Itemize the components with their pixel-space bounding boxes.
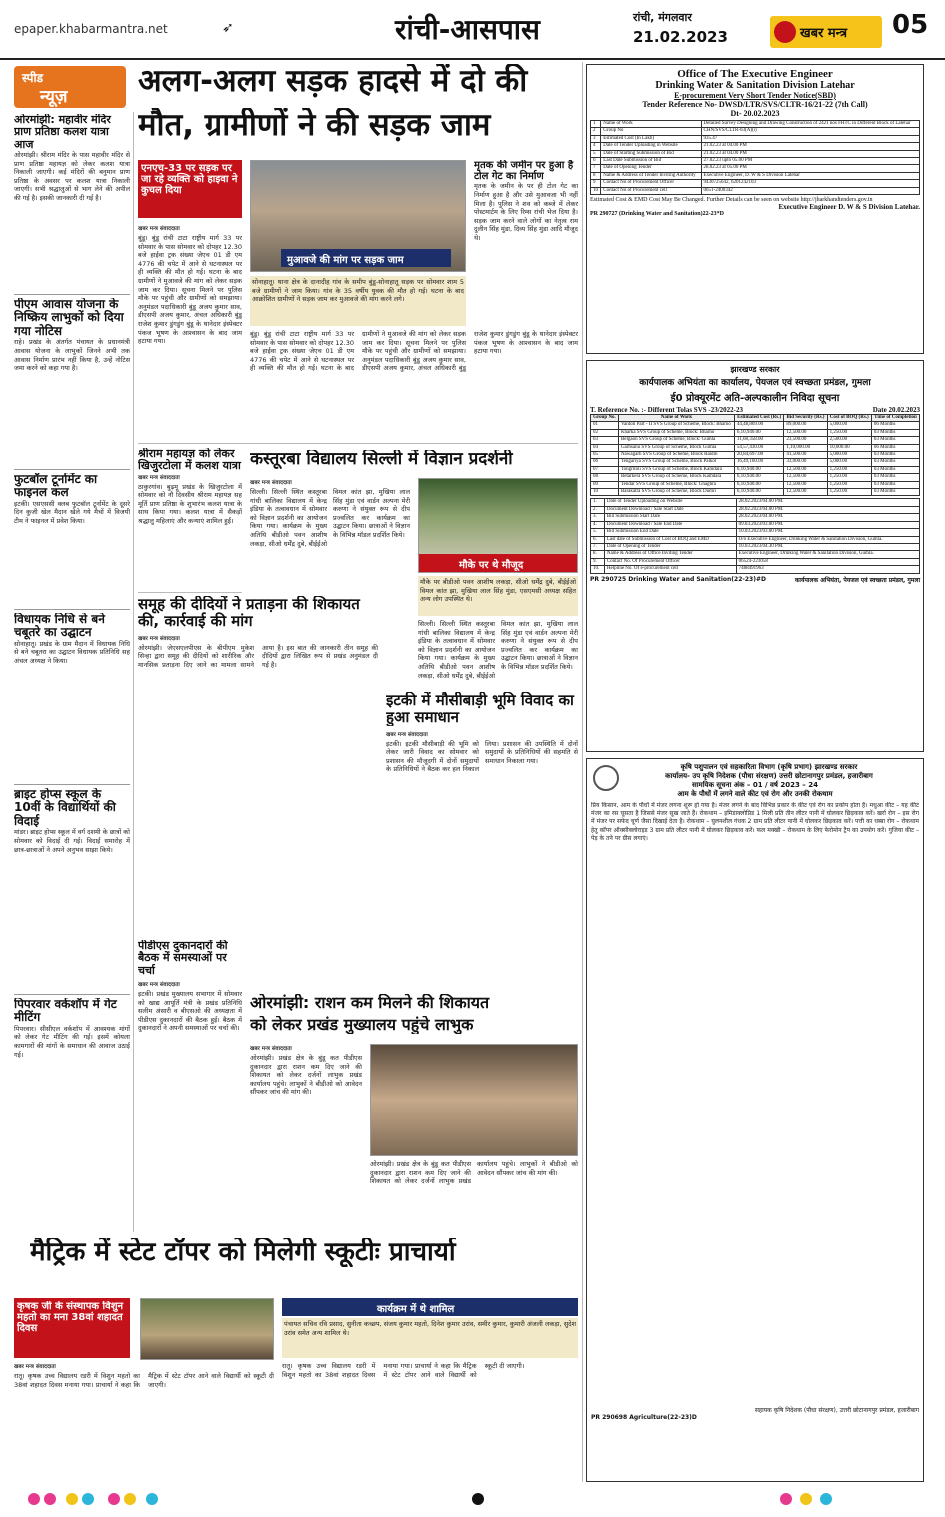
table-cell: 10.03.2023/03.00 PM.: [736, 529, 919, 536]
ration-headline-line1: ओरमांझी: राशन कम मिलने की शिकायत: [250, 994, 490, 1012]
table-row: [591, 566, 920, 573]
pds-body: इटकी। प्रखंड मुख्यालय सभागार में सोमवार को खाद्य आपूर्ति मंत्री के प्रखंड प्रतिनिधि सलीम अंसारी व बीएसओ की अध्यक्षता में पीडीएस दुकानदारों की बैठक हुई। बैठक में दुकानदारों ने अपनी समस्याओं पर चर्चा की।: [138, 989, 242, 1033]
side-story-body: मृतक के जमीन के पर ही टोल गेट का निर्माण हुआ है और उसे मुआवजा भी नहीं मिला है। पुलिस ने शव को कब्जे में लेकर पोस्टमार्टम के लिए रिम्स रांची भेज दिया है। सड़क जाम करने वाले लोगों का नेतृत्व राम दुलीन सिंह मुंडा, दिव्य सिंह मुंडा आदि मौजूद थे।: [474, 182, 578, 242]
table-cell: 89,000.00: [784, 422, 827, 429]
agri-pr: PR 290698 Agriculture(22-23)D: [591, 1414, 697, 1421]
table-cell: 10.03.2023/04.30 PM.: [736, 543, 919, 550]
agri-title-3: सामयिक सूचना अंक – 01 / वर्ष 2023 – 24: [692, 781, 818, 789]
table-cell: 28.02.23 at 05.00 PM: [701, 165, 919, 172]
table-row: [591, 459, 920, 466]
table-cell: Garhsanu SVS Group of Scheme, Block Gumla: [618, 444, 734, 451]
ad-column-divider: [582, 62, 583, 1482]
brand-logo-icon: [774, 21, 796, 43]
agri-title-4: आम के पौधों में लगने वाले कीट एवं रोग और उनकी रोकथाम: [677, 790, 833, 798]
table-cell: 03 Months: [871, 459, 919, 466]
table-cell: Name & Address of Office Inviting Tender: [604, 551, 736, 558]
table-row: [591, 529, 920, 536]
agri-signature: सहायक कृषि निदेशक (पौधा संरक्षण), उत्तरी छोटानागपुर प्रमंडल, हजारीबाग: [754, 1407, 919, 1414]
gumla-pr: PR 290725 Drinking Water and Sanitation(22-23)#D: [590, 575, 766, 583]
table-cell: 28.02.2023/04.00 PM.: [736, 499, 919, 506]
table-cell: Kharka SVS Group of Scheme, Block: Bharno: [618, 429, 734, 436]
agri-title-2: कार्यालय- उप कृषि निदेशक (पौधा संरक्षण) उत्तरी छोटानागपुर प्रमंडल, हजारीबाग: [665, 772, 873, 780]
table-cell: 03 Months: [871, 429, 919, 436]
table-cell: 03 Months: [871, 489, 919, 496]
latehar-title-4: Tender Reference No- DWSD/LTR/SVS/CLTR-16/21-22 (7th Call): [642, 100, 868, 109]
ration-body-continued: ओरमांझी। प्रखंड क्षेत्र के बुंडू कत पीडीएस दुकानदार द्वारा राशन कम दिए जाने की शिकायत को लेकर दर्जनों लाभुक प्रखंड कार्यालय पहुंचे। लाभुकों ने बीडीओ को आवेदन सौंपकर जांच की मांग की।: [370, 1160, 578, 1186]
table-cell: 21.02.23 at 04.00 PM: [701, 150, 919, 157]
table-row: [591, 165, 920, 172]
scooty-body-continued: रातू। कृषक उच्च विद्यालय रडरी में विशुन महतो का 38वां शहादत दिवस मनाया गया। प्राचार्या ने कहा कि मैट्रिक में स्टेट टॉपर आने वाले विद्यार्थी को स्कूटी दी जाएगी।: [282, 1362, 525, 1379]
gumla-title-2: कार्यपालक अभियंता का कार्यालय, पेयजल एवं स्वच्छता प्रमंडल, गुमला: [639, 378, 871, 388]
table-cell: Contact No. Of Procurement Officer: [604, 558, 736, 565]
masthead: [0, 0, 945, 60]
ration-body-text: ओरमांझी। प्रखंड क्षेत्र के बुंडू कत पीडीएस दुकानदार द्वारा राशन कम दिए जाने की शिकायत को लेकर दर्जनों लाभुक प्रखंड कार्यालय पहुंचे। लाभुकों ने बीडीओ को आवेदन सौंपकर जांच की मांग की।: [250, 1054, 362, 1097]
table-cell: Document Download / Sale End Date: [604, 521, 736, 528]
brief-headline: ब्राइट होप्स स्कूल के 10वीं के विद्यार्थियों की विदाई: [14, 788, 116, 828]
lead-side-story: [474, 160, 578, 330]
scooty-body-text: रातू। कृषक उच्च विद्यालय रडरी में विशुन महतो का 38वां शहादत दिवस मनाया गया। प्राचार्या ने कहा कि मैट्रिक में स्टेट टॉपर आने वाले विद्यार्थी को स्कूटी दी जाएगी।: [14, 1372, 274, 1389]
table-cell: Barakatra SVS Group of Scheme, Block Dumri: [618, 489, 734, 496]
table-cell: 03 Months: [871, 452, 919, 459]
table-cell: 09.03.2023/03.00 PM.: [736, 521, 919, 528]
color-dot-icon: [820, 1493, 832, 1505]
table-cell: 11,68,358.00: [734, 437, 783, 444]
lead-body-continued: बुंडू। बुंडू रांची टाटा राष्ट्रीय मार्ग 33 पर सोमवार के पास सोमवार को दोपहर 12.30 बजे हाईवा ट्रक संख्या जेएच 01 डी एम 4776 की चपेट में आने से घटनास्थल पर ही व्यक्ति की मौत हो गई। घटना के बाद ग्रामीणों ने मुआवजे की मांग को लेकर सड़क जाम कर दिया। सूचना मिलने पर पुलिस मौके पर पहुंची और ग्रामीणों को समझाया। अनुमंडल पदाधिकारी बुंडू अजय कुमार साव, डीएसपी अजय कुमार, अंचल अधिकारी बुंडू राजेश कुमार डुंगडुंग बुंडू के थानेदार इंस्पेक्टर पंकज भूषण के आश्वासन के बाद जाम हटाया गया।: [250, 330, 578, 373]
table-cell: 7.: [591, 543, 605, 550]
table-cell: 06: [591, 459, 619, 466]
table-row: [591, 121, 920, 128]
table-cell: 07: [591, 466, 619, 473]
footer-dots: [0, 1486, 945, 1512]
table-row: [591, 128, 920, 135]
section-title: रांची-आसपास: [395, 13, 540, 46]
scooty-headline: मैट्रिक में स्टेट टॉपर को मिलेगी स्कूटीः प्राचार्या: [30, 1238, 456, 1267]
brand-badge: [770, 16, 882, 48]
itki-body: इटकी। इटकी मौसीबाड़ी की भूमि को लेकर जारी विवाद का सोमवार को प्रशासन की मौजूदगी में दोनों समुदायों के प्रतिनिधियों ने बैठक कर हल निकाल लिया। प्रशासन की उपस्थिति में दोनों समुदायों के प्रतिनिधियों की सहमति से समाधान निकाला गया।: [386, 739, 578, 774]
speed-news-badge: [14, 66, 126, 108]
latehar-title-5: Dt- 20.02.2023: [730, 109, 780, 118]
brief-body: ओरमांझी। श्रीराम मंदिर के पास महावीर मंदिर से प्राण प्रतिष्ठा महायज्ञ को लेकर कलश यात्रा निकाली जाएगी। कई मंदिरों की बनुमान प्राण प्रतिष्ठा के अवसर पर कलश यात्रा निकाली जाएगी। सभी श्रद्धालुओं से भाग लेने की अपील की गई है। इसकी जानकारी दी गई है।: [14, 150, 130, 202]
table-cell: Helpline No. Of e-procurement cell: [604, 566, 736, 573]
scooty-caption-title: कार्यक्रम में थे शामिल: [377, 1304, 455, 1315]
table-cell: 03 Months: [871, 466, 919, 473]
kasturba-body-continued: सिल्ली। सिल्ली स्थित कस्तूरबा गांधी बालिका विद्यालय में केन्द्र इंडिया के तत्वावधान में सोमवार को विज्ञान प्रदर्शनी का आयोजन किया गया। कार्यक्रम के मुख्य अतिथि बीडीओ पवन आशीष लकड़ा, सीओ धर्मेंद्र दुबे, बीईईओ विमल कांत झा, मुखिया लाल सिंह मुंडा एवं वार्डन अल्पना मेरी करुणा ने संयुक्त रूप से दीप प्रज्वलित कर कार्यक्रम का उद्घाटन किया। छात्राओं ने विज्ञान के विभिन्न मॉडल प्रदर्शित किये।: [418, 620, 578, 680]
table-row: [591, 452, 920, 459]
table-cell: 0651-2400342: [701, 187, 919, 194]
itki-story: [386, 692, 578, 982]
table-cell: 21.02.23 at 04.00 PM: [701, 143, 919, 150]
table-cell: Tendar SVS Group of Scheme, Block: Ghaghra: [618, 481, 734, 488]
pds-byline: खबर मन्त्र संवाददाता: [138, 981, 180, 988]
table-cell: 1,250.00: [827, 489, 871, 496]
photo-caption-bar: [281, 249, 451, 267]
column-header: Estimated Cost (Rs.): [734, 415, 783, 422]
column-header: Bid Security (Rs.): [784, 415, 827, 422]
table-cell: 03 Months: [871, 474, 919, 481]
table-cell: Contact No of Procurement Officer: [601, 180, 701, 187]
scooty-body: [14, 1362, 274, 1480]
brief-headline: फुटबॉल टूर्नामेंट का फाइनल कल: [14, 473, 98, 500]
brand-name: खबर मन्त्र: [800, 26, 848, 41]
table-cell: 12,500.00: [784, 474, 827, 481]
table-cell: 7488491963: [736, 566, 919, 573]
table-cell: 6,10,940.00: [734, 429, 783, 436]
table-cell: 44,48,869.00: [734, 422, 783, 429]
news-brief-4: [14, 609, 130, 784]
table-row: [591, 543, 920, 550]
cursor-icon: ➶: [222, 20, 234, 36]
table-cell: 2.: [591, 506, 605, 513]
column-header: Name of Work: [618, 415, 734, 422]
table-row: [591, 474, 920, 481]
table-row: [591, 558, 920, 565]
news-brief-6: [14, 994, 130, 1184]
speed-news-line2: न्यूज़: [40, 87, 68, 107]
table-cell: Bid Submission End Date: [604, 529, 736, 536]
color-dot-icon: [800, 1493, 812, 1505]
table-cell: 03 Months: [871, 437, 919, 444]
table-cell: 23,500.00: [784, 437, 827, 444]
khijurtola-byline: खबर मन्त्र संवाददाता: [138, 474, 180, 481]
lead-body: [138, 224, 242, 439]
speed-news-line1: स्पीड: [22, 71, 44, 85]
latehar-title-2: Drinking Water & Sanitation Division Latehar: [655, 80, 855, 91]
table-cell: 6.: [591, 536, 605, 543]
table-row: [591, 172, 920, 179]
ration-headline-line2: को लेकर प्रखंड मुख्यालय पहुंचे लाभुक: [250, 1016, 474, 1034]
brief-body: पिपरवार। सीसीएल वर्कशॉप में आवश्यक मांगों को लेकर गेट मीटिंग की गई। इसमें कोयला कामगारों की मांगों के समाधान की आवाज उठाई गई।: [14, 1024, 130, 1059]
table-cell: Executive Engineer, D. W & S Division Latehar: [701, 172, 919, 179]
table-cell: Vantoli Part - II SVS Group of Scheme, Block: Bharno: [618, 422, 734, 429]
table-row: [591, 489, 920, 496]
latehar-title-1: Office of The Executive Engineer: [677, 68, 833, 80]
khijurtola-story: [138, 448, 242, 588]
table-cell: 04: [591, 444, 619, 451]
registration-mark-icon: [472, 1493, 484, 1505]
brief-body: मांडर। ब्राइट होप्स स्कूल में वर्ग दशमी के छात्रों को सोमवार को विदाई दी गई। विदाई समारोह में छात्र-छात्राओं ने अपने अनुभव साझा किये।: [14, 828, 130, 854]
column-header: Time of Completion: [871, 415, 919, 422]
table-cell: 1,250.00: [827, 466, 871, 473]
table-cell: 8.: [591, 551, 605, 558]
table-cell: Name of Work: [601, 121, 701, 128]
brief-body: इटकी। एसएससी क्लब फुटबॉल टूर्नामेंट के दूसरे दिन कुजी खेल मैदान खेले गये मैचों में विजयी टीम ने फाइनल में प्रवेश किया।: [14, 499, 130, 526]
table-row: [591, 135, 920, 142]
table-cell: 9.: [591, 558, 605, 565]
itki-headline: इटकी में मौसीबाड़ी भूमि विवाद का हुआ समाधान: [386, 692, 574, 726]
table-cell: 3: [591, 135, 601, 142]
table-cell: Date of Tender Uploading in Website: [601, 143, 701, 150]
table-cell: 01: [591, 422, 619, 429]
latehar-title-3: E-procurement Very Short Tender Notice(SBD): [674, 91, 836, 100]
table-cell: 9430725642, 6201242103: [701, 180, 919, 187]
scooty-photo: [140, 1298, 274, 1360]
brief-body: सोनाहातू। प्रखंड के ग्राम मैदान में विधायक निधि से बने चबूतरा का उद्घाटन विधायक प्रतिनिधि सह अंचल अध्यक्ष ने किया।: [14, 639, 130, 666]
table-cell: 05: [591, 452, 619, 459]
table-row: [591, 481, 920, 488]
table-cell: 33,000.00: [784, 459, 827, 466]
table-cell: 6,10,940.00: [734, 474, 783, 481]
page-number: 05: [892, 10, 929, 40]
agri-notice: [586, 758, 924, 1482]
table-cell: Group No: [601, 128, 701, 135]
table-cell: 06524-223058: [736, 558, 919, 565]
gumla-works-table: [590, 414, 920, 496]
brief-headline: विधायक निधि से बने चबूतरे का उद्घाटन: [14, 613, 105, 640]
scooty-caption-bar: [282, 1298, 578, 1316]
table-cell: 54,57,430.00: [734, 444, 783, 451]
table-cell: 6,10,940.00: [734, 466, 783, 473]
table-row: [591, 444, 920, 451]
table-cell: Date of Tender Uploading on Website: [604, 499, 736, 506]
table-cell: 03 Months: [871, 481, 919, 488]
table-cell: 12,500.00: [784, 466, 827, 473]
table-cell: 4.: [591, 521, 605, 528]
color-dot-icon: [28, 1493, 40, 1505]
samuh-headline: समूह की दीदियों ने प्रताड़ना की शिकायत की, कार्रवाई की मांग: [138, 596, 360, 630]
table-cell: Tongritoli SVS Group of Scheme, Block Kamdara: [618, 466, 734, 473]
column-header: Group No.: [591, 415, 619, 422]
kasturba-caption-body: मौके पर बीडीओ पवन आशीष लकड़ा, सीओ धर्मेंद्र दुबे, बीईईओ विमल कांत झा, मुखिया लाल सिंह मुंडा, एसएमसी अध्यक्ष सहित अन्य लोग उपस्थित थे।: [418, 576, 578, 616]
brief-headline: पिपरवार वर्कशॉप में गेट मीटिंग: [14, 998, 117, 1025]
table-row: [591, 422, 920, 429]
agri-body: प्रिय किसान, आम के पौधों में मंजर लगना शुरू हो गया है। मंजर लगने के बाद विभिन्न प्रकार के कीट एवं रोग का प्रकोप होता है। मधुआ कीट – यह कीट मंजर का रस चूसता है जिससे मंजर सूख जाते हैं। रोकथाम – इमिडाक्लोप्रिड 1 मिली प्रति तीन लीटर पानी में घोलकर छिड़काव करें। खर्रा रोग – इस रोग में मंजर पर सफेद चूर्ण जैसा दिखाई देता है। रोकथाम – घुलनशील गंधक 2 ग्राम प्रति लीटर पानी में घोलकर छिड़काव करें। पत्ती का धब्बा रोग – रोकथाम हेतु कॉपर ऑक्सीक्लोराइड 3 ग्राम प्रति लीटर पानी में घोलकर छिड़काव करें। फल मक्खी – रोकथाम के लिए फेरोमोन ट्रैप का उपयोग करें। गुजिया कीट – पेड़ के तने पर ग्रीस लगाएं।: [591, 802, 919, 842]
section-divider: [138, 592, 242, 593]
table-cell: Name & Address of Tender Inviting Authority: [601, 172, 701, 179]
latehar-signature: Executive Engineer D. W & S Division Latehar.: [778, 203, 920, 212]
scooty-byline: खबर मन्त्र संवाददाता: [14, 1364, 56, 1370]
lead-byline: खबर मन्त्र संवाददाता: [138, 226, 180, 232]
side-box-text: एनएच-33 पर सड़क पर जा रहे व्यक्ति को हाइवा ने कुचल दिया: [141, 163, 238, 197]
lead-side-box: [138, 160, 242, 218]
table-cell: 7: [591, 165, 601, 172]
table-cell: 28.02.2023/04.00 PM.: [736, 506, 919, 513]
news-brief-2: [14, 294, 130, 469]
table-cell: Date of Starting Submission of Bid: [601, 150, 701, 157]
table-cell: 09: [591, 481, 619, 488]
table-cell: 10,000.00: [827, 444, 871, 451]
gumla-date: Date 20.02.2023: [872, 406, 920, 414]
khijurtola-headline: श्रीराम महायज्ञ को लेकर खिजुरटोला में कलश यात्रा: [138, 448, 241, 473]
samuh-story: [138, 596, 378, 936]
kasturba-headline: कस्तूरबा विद्यालय सिल्ली में विज्ञान प्रदर्शनी: [250, 450, 513, 469]
table-cell: Estimated Cost (In Lakh): [601, 135, 701, 142]
news-brief-3: [14, 469, 130, 609]
table-row: [591, 429, 920, 436]
table-cell: 12,500.00: [784, 489, 827, 496]
table-cell: CHN/SVS/CLTR-03(A)(i): [701, 128, 919, 135]
table-cell: 1.: [591, 499, 605, 506]
table-cell: Bid Submission Start Date: [604, 514, 736, 521]
gumla-signature: कार्यपालक अभियंता, पेयजल एवं स्वच्छता प्रमंडल, गुमला: [794, 576, 920, 584]
table-row: [591, 187, 920, 194]
table-cell: 41,500.00: [784, 452, 827, 459]
table-row: [591, 499, 920, 506]
table-cell: 06 Months: [871, 422, 919, 429]
column-divider: [133, 112, 134, 1232]
table-row: [591, 521, 920, 528]
brief-body: राहे। प्रखंड के अंतर्गत पंचायत के प्रधानमंत्री आवास योजना के लाभुकों जिनने अभी तक आवास निर्माण प्रारंभ नहीं किया है, उन्हें नोटिस जमा करने को कहा गया है।: [14, 338, 130, 373]
pds-headline: पीडीएस दुकानदारों की बैठक में समस्याओं पर चर्चा: [138, 940, 228, 977]
ration-byline: खबर मन्त्र संवाददाता: [250, 1046, 292, 1052]
ration-body: [250, 1044, 362, 1230]
latehar-note: Estimated Cost & EMD Cost May Be Changed. Further Details can be seen on website http://jharkhandtenders.gov.in: [590, 197, 873, 204]
kasturba-body-text: सिल्ली। सिल्ली स्थित कस्तूरबा गांधी बालिका विद्यालय में केन्द्र इंडिया के तत्वावधान में सोमवार को विज्ञान प्रदर्शनी का आयोजन किया गया। कार्यक्रम के मुख्य अतिथि बीडीओ पवन आशीष लकड़ा, सीओ धर्मेंद्र दुबे, बीईईओ विमल कांत झा, मुखिया लाल सिंह मुंडा एवं वार्डन अल्पना मेरी करुणा ने संयुक्त रूप से दीप प्रज्वलित कर कार्यक्रम का उद्घाटन किया। छात्राओं ने विज्ञान के विभिन्न मॉडल प्रदर्शित किये।: [250, 488, 410, 548]
table-cell: 08: [591, 474, 619, 481]
table-cell: 1,250.00: [827, 429, 871, 436]
table-cell: 03: [591, 437, 619, 444]
tender-latehar: [586, 64, 924, 354]
table-cell: 20,84,697.00: [734, 452, 783, 459]
samuh-byline: खबर मन्त्र संवाददाता: [138, 635, 180, 642]
lead-headline-line1: अलग-अलग सड़क हादसे में दो की: [138, 64, 528, 99]
itki-byline: खबर मन्त्र संवाददाता: [386, 731, 428, 738]
table-cell: 1,250.00: [827, 474, 871, 481]
khijurtola-body: ठाकुरगांव। बुढ़मू प्रखंड के खिजुरटोला में सोमवार को नौ दिवसीय श्रीराम महायज्ञ सह मूर्ति प्राण प्रतिष्ठा के शुभारंभ कलश यात्रा के साथ किया गया। कलश यात्रा में सैकड़ों श्रद्धालु महिलाएं और कन्याएं शामिल हुईं।: [138, 482, 242, 525]
table-cell: 4: [591, 143, 601, 150]
samuh-body: ओरमांझी। जेएसएलपीएस के बीपीएम मुकेश सिन्हा द्वारा समूह की दीदियों को शारीरिक और मानसिक प्रताड़ना दिए जाने का मामला सामने आया है। इस बात की जानकारी तीन समूह की दीदियों द्वारा लिखित रूप से प्रखंड अनुमंडल दी गई है।: [138, 643, 378, 669]
side-story-title: मृतक की जमीन पर हुआ है टोल गेट का निर्माण: [474, 160, 574, 183]
table-cell: Date of Opening Tender: [601, 165, 701, 172]
scooty-left-box: [14, 1298, 130, 1358]
table-cell: 6,10,940.00: [734, 481, 783, 488]
table-cell: 3.: [591, 514, 605, 521]
table-cell: Document Download / Sale Start Date: [604, 506, 736, 513]
table-cell: 5,000.00: [827, 459, 871, 466]
table-cell: 28.02.2023/04.00 PM.: [736, 514, 919, 521]
table-cell: 2: [591, 128, 601, 135]
table-row: [591, 506, 920, 513]
table-row: [591, 536, 920, 543]
table-cell: 27.02.23 upto 05.00 PM: [701, 158, 919, 165]
column-header: Cost of BOQ (Rs.): [827, 415, 871, 422]
table-row: [591, 180, 920, 187]
table-cell: 10.: [591, 566, 605, 573]
table-cell: 935.47: [701, 135, 919, 142]
table-cell: Contact No of Procurement cell: [601, 187, 701, 194]
emblem-icon: [593, 765, 619, 791]
lead-body-text: बुंडू। बुंडू रांची टाटा राष्ट्रीय मार्ग 33 पर सोमवार के पास सोमवार को दोपहर 12.30 बजे हाईवा ट्रक संख्या जेएच 01 डी एम 4776 की चपेट में आने से घटनास्थल पर ही व्यक्ति की मौत हो गई। घटना के बाद ग्रामीणों ने मुआवजे की मांग को लेकर सड़क जाम कर दिया। सूचना मिलने पर पुलिस मौके पर पहुंची और ग्रामीणों को समझाया। अनुमंडल पदाधिकारी बुंडू अजय कुमार साव, डीएसपी अजय कुमार, अंचल अधिकारी बुंडू राजेश कुमार डुंगडुंग बुंडू के थानेदार इंस्पेक्टर पंकज भूषण के आश्वासन के बाद जाम हटाया गया।: [138, 234, 242, 346]
scooty-caption-body: पंचायत सचिव रवि प्रसाद, सुनीता कच्छप, संजय कुमार महतो, दिनेश कुमार उरांव, समीर कुमार, कुमारी अंजली लकड़ा, सुदेश उरांव समेत अन्य शामिल थे।: [282, 1318, 578, 1358]
table-row: [591, 143, 920, 150]
ration-photo: [370, 1044, 578, 1156]
table-cell: Executive Engineer, Drinking Water & Sanitation Division, Gumla.: [736, 551, 919, 558]
kasturba-photo: [418, 478, 578, 573]
kasturba-caption-title: मौके पर थे मौजूद: [459, 560, 524, 571]
color-dot-icon: [124, 1493, 136, 1505]
pds-story: [138, 940, 242, 1230]
table-row: [591, 514, 920, 521]
table-cell: 12,500.00: [784, 481, 827, 488]
table-cell: 5,000.00: [827, 422, 871, 429]
lead-headline-line2: मौत, ग्रामीणों ने की सड़क जाम: [138, 108, 491, 143]
table-cell: 1,250.00: [827, 481, 871, 488]
table-cell: Last date of Submission of Cost of BOQ and EMD: [604, 536, 736, 543]
gumla-dates-table: [590, 498, 920, 573]
table-cell: O/o Executive Engineer, Drinking Water & Sanitation Division, Gumla.: [736, 536, 919, 543]
brief-headline: पीएम आवास योजना के निष्क्रिय लाभुकों को दिया गया नोटिस: [14, 298, 124, 338]
gumla-title-3: ई0 प्रोक्यूरमेंट अति-अल्पकालीन निविदा सूचना: [670, 393, 840, 404]
table-cell: 10: [591, 489, 619, 496]
color-dot-icon: [66, 1493, 78, 1505]
kasturba-byline: खबर मन्त्र संवाददाता: [250, 480, 292, 486]
site-url[interactable]: epaper.khabarmantra.net: [14, 22, 168, 36]
table-cell: 1: [591, 121, 601, 128]
agri-title-1: कृषि पशुपालन एवं सहकारिता विभाग (कृषि प्रभाग) झारखण्ड सरकार: [680, 763, 858, 771]
kasturba-caption-bar: [419, 554, 578, 572]
latehar-table: [590, 120, 920, 195]
photo-caption-body: सोनाहातू। थाना क्षेत्र के दानादीह गांव के समीप बुंडू-सोनाहातू सड़क पर सोमवार शाम 5 बजे ग्रामीणों ने जाम किया। गांव के 35 वर्षीय युवक की मौत हो गई। घटना के बाद आक्रोशित ग्रामीणों ने सड़क जाम कर मुआवजे की मांग करने लगे।: [250, 276, 466, 326]
table-cell: 9: [591, 180, 601, 187]
table-cell: 1,10,000.00: [784, 444, 827, 451]
table-cell: 5,000.00: [827, 452, 871, 459]
table-row: [591, 466, 920, 473]
news-brief-1: [14, 114, 130, 294]
scooty-left-title: कृषक जी के संस्थापक विशुन महतो का मना 38वां शहादत दिवस: [17, 1301, 124, 1335]
color-dot-icon: [44, 1493, 56, 1505]
color-dot-icon: [108, 1493, 120, 1505]
table-row: [591, 437, 920, 444]
left-news-column: [14, 114, 130, 1194]
section-divider: [138, 443, 578, 444]
table-cell: Belgaon SVS Group of Scheme, Block: Gumla: [618, 437, 734, 444]
color-dot-icon: [82, 1493, 94, 1505]
table-cell: 12,500.00: [784, 429, 827, 436]
issue-date: 21.02.2023: [633, 28, 728, 46]
table-cell: Date of Opening of Tender: [604, 543, 736, 550]
table-cell: 02: [591, 429, 619, 436]
gumla-title-1: झारखण्ड सरकार: [730, 365, 780, 374]
table-cell: Nawagarh SVS Group of Scheme, Block Raidih: [618, 452, 734, 459]
tender-gumla: [586, 360, 924, 752]
table-row: [591, 150, 920, 157]
table-cell: Last Date Submission of Bid: [601, 158, 701, 165]
brief-headline: ओरमांझी: महावीर मंदिर प्राण प्रतिष्ठा कलश यात्रा आज: [14, 114, 111, 151]
table-cell: 06 Months: [871, 444, 919, 451]
city-day: रांची, मंगलवार: [633, 11, 692, 24]
table-cell: 6: [591, 158, 601, 165]
latehar-pr: PR 290727 (Drinking Water and Sanitation)22-23*D: [590, 211, 724, 218]
table-cell: 6,10,940.00: [734, 489, 783, 496]
table-cell: 8: [591, 172, 601, 179]
news-brief-5: [14, 784, 130, 994]
table-cell: 2,500.00: [827, 437, 871, 444]
photo-caption-title: मुआवजे की मांग पर सड़क जाम: [287, 255, 404, 266]
table-cell: Betarkera SVS Group of Scheme, Block Kamdara: [618, 474, 734, 481]
table-cell: Tengariya SVS Group of Scheme, Block Palkot: [618, 459, 734, 466]
color-dot-icon: [146, 1493, 158, 1505]
lead-photo: [250, 160, 466, 272]
table-cell: 5: [591, 150, 601, 157]
table-cell: 5.: [591, 529, 605, 536]
table-cell: 10: [591, 187, 601, 194]
color-dot-icon: [780, 1493, 792, 1505]
table-row: [591, 158, 920, 165]
table-cell: Detailed Survey Designing and Drawing Construction of 2421 nos FHTC in Different Block of Latehar: [701, 121, 919, 128]
table-cell: 16,49,160.00: [734, 459, 783, 466]
table-row: [591, 551, 920, 558]
gumla-ref: T. Reference No. :- Different Tolas SVS -23/2022-23: [590, 406, 744, 414]
